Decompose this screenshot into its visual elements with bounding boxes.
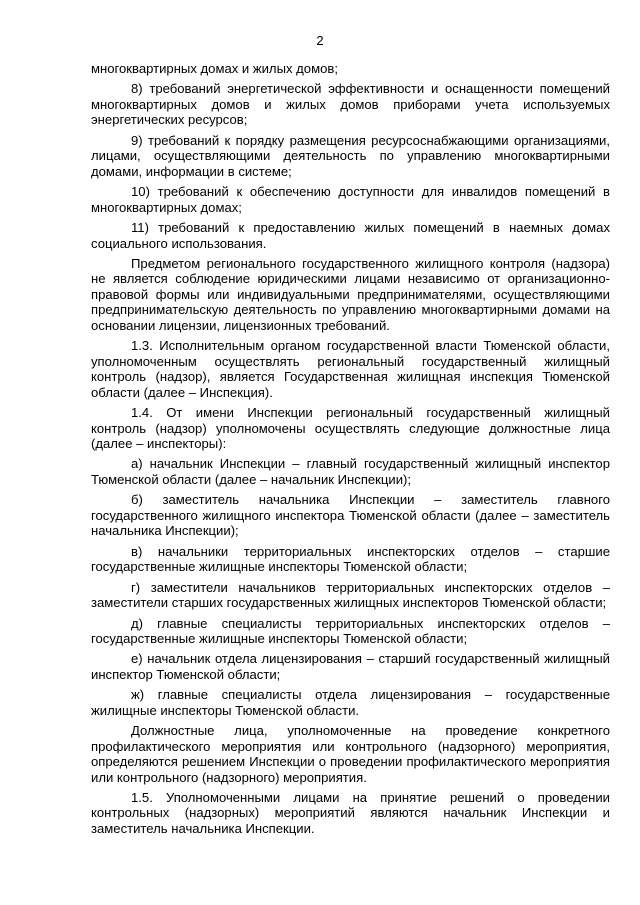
- paragraph-item-zh: ж) главные специалисты отдела лицензирования – государственные жилищные инспекторы Тюменской области.: [91, 687, 610, 718]
- paragraph-item-d: д) главные специалисты территориальных инспекторских отделов – государственные жилищные инспекторы Тюменской области;: [91, 615, 610, 646]
- paragraph-control-subject: Предметом регионального государственного жилищного контроля (надзора) не является соблюдение юридическими лицами независимо от организационно-правовой формы или индивидуальными предпринимателями, осуществляющими предпринимательскую деятельность по управлению многоквартирными домами на основании лицензии, лицензионных требований.: [91, 255, 610, 333]
- paragraph-item-b: б) заместитель начальника Инспекции – заместитель главного государственного жилищного инспектора Тюменской области (далее – заместитель начальника Инспекции);: [91, 492, 610, 539]
- paragraph-continuation: многоквартирных домах и жилых домов;: [91, 61, 338, 76]
- paragraph-item-a: а) начальник Инспекции – главный государственный жилищный инспектор Тюменской области (далее – начальник Инспекции);: [91, 456, 610, 487]
- paragraph-item-9: 9) требований к порядку размещения ресурсоснабжающими организациями, лицами, осуществляющими деятельность по управлению многоквартирными домами, информации в системе;: [91, 132, 610, 179]
- document-body: [91, 61, 610, 841]
- paragraph-1-4: 1.4. От имени Инспекции региональный государственный жилищный контроль (надзор) уполномочены осуществлять следующие должностные лица (далее – инспекторы):: [91, 405, 610, 451]
- paragraph-item-v: в) начальники территориальных инспекторских отделов – старшие государственные жилищные инспекторы Тюменской области;: [91, 543, 610, 575]
- paragraph-item-g: г) заместители начальников территориальных инспекторских отделов – заместители старших государственных жилищных инспекторов Тюменской области;: [91, 579, 610, 611]
- paragraph-1-3: 1.3. Исполнительным органом государственной власти Тюменской области, уполномоченным осуществлять региональный государственный жилищный контроль (надзор), является Государственная жилищная инспекция Тюменской области (далее – Инспекция).: [91, 338, 610, 400]
- paragraph-item-8: 8) требований энергетической эффективности и оснащенности помещений многоквартирных домов и жилых домов приборами учета используемых энергетических ресурсов;: [91, 81, 610, 128]
- page-number: 2: [316, 33, 324, 48]
- paragraph-item-11: 11) требований к предоставлению жилых помещений в наемных домах социального использования.: [91, 220, 610, 251]
- paragraph-item-e: е) начальник отдела лицензирования – старший государственный жилищный инспектор Тюменской области;: [91, 651, 610, 682]
- paragraph-officials: Должностные лица, уполномоченные на проведение конкретного профилактического мероприятия или контрольного (надзорного) мероприятия, определяются решением Инспекции о проведении профилактического мероприятия или контрольного (надзорного) мероприятия.: [91, 723, 610, 785]
- paragraph-1-5: 1.5. Уполномоченными лицами на принятие решений о проведении контрольных (надзорных) мероприятий являются начальник Инспекции и заместитель начальника Инспекции.: [91, 790, 610, 836]
- paragraph-item-10: 10) требований к обеспечению доступности для инвалидов помещений в многоквартирных домах;: [91, 184, 610, 215]
